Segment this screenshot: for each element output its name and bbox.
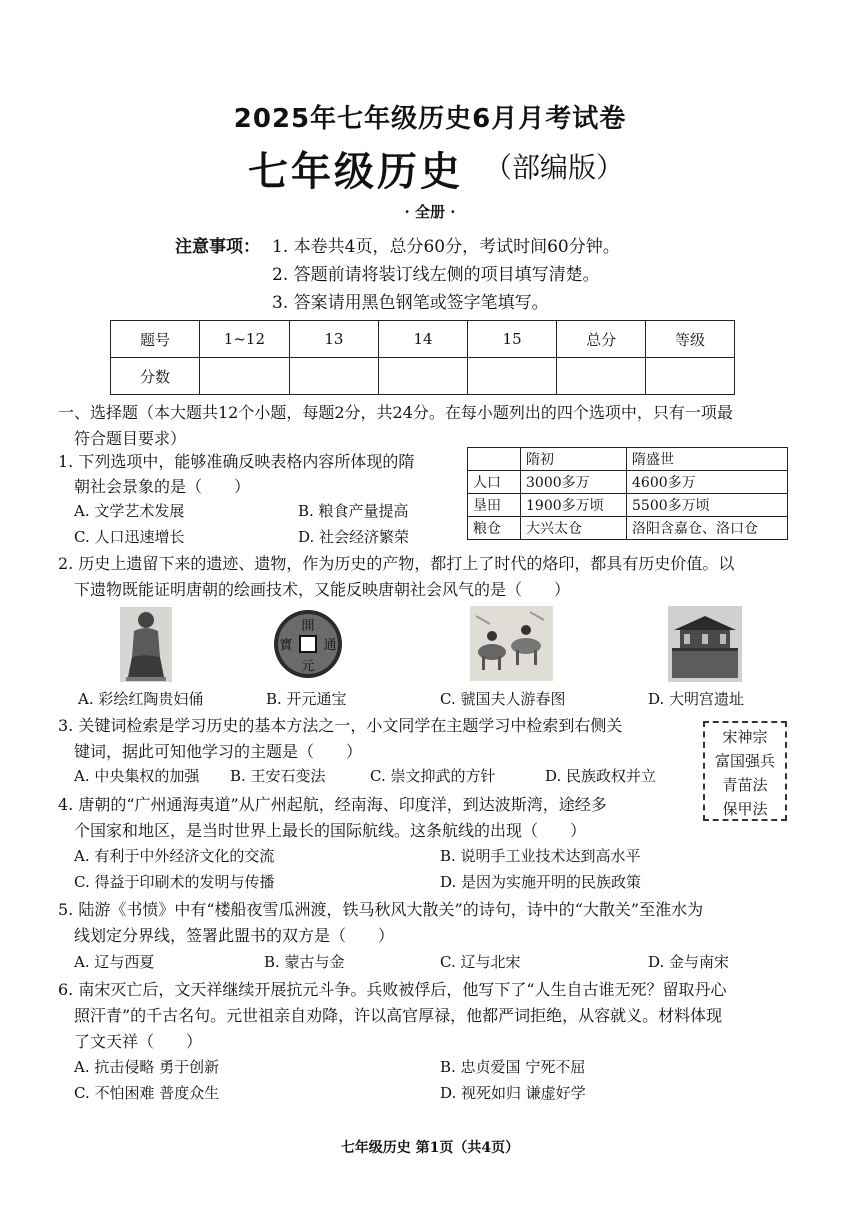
score-blank-cell[interactable] — [199, 358, 289, 395]
keyword-item: 富国强兵 — [714, 752, 775, 770]
q6-stem-line1: 6. 南宋灭亡后，文天祥继续开展抗元斗争。兵败被俘后，他写下了“人生自古谁无死？留取丹心 — [58, 980, 727, 999]
sui-dynasty-table — [467, 447, 788, 540]
score-blank-cell[interactable] — [378, 358, 467, 395]
score-header-cell: 14 — [378, 321, 467, 358]
sui-table-cell: 5500多万顷 — [627, 494, 788, 517]
q2-option-b[interactable]: B. 开元通宝 — [266, 690, 347, 708]
q3-option-c[interactable]: C. 崇文抑武的方针 — [370, 767, 496, 785]
q1-option-d[interactable]: D. 社会经济繁荣 — [298, 528, 410, 546]
q3-option-b[interactable]: B. 王安石变法 — [230, 767, 326, 785]
figurine-image — [120, 607, 172, 682]
q1-stem-line1: 1. 下列选项中，能够准确反映表格内容所体现的隋 — [58, 452, 415, 471]
q4-option-b[interactable]: B. 说明手工业技术达到高水平 — [440, 847, 641, 865]
q1-stem-line2: 朝社会景象的是（ ） — [74, 477, 251, 496]
q1-option-c[interactable]: C. 人口迅速增长 — [74, 528, 185, 546]
q5-option-b[interactable]: B. 蒙古与金 — [264, 953, 345, 971]
exam-title: 2025年七年级历史6月月考试卷 — [233, 104, 627, 134]
sui-table-cell: 洛阳含嘉仓、洛口仓 — [627, 517, 788, 540]
section1-instructions-line1: 一、选择题（本大题共12个小题，每题2分，共24分。在每小题列出的四个选项中，只有一项最 — [58, 403, 733, 422]
sui-table-cell: 垦田 — [468, 494, 521, 517]
palace-image — [668, 606, 742, 682]
q2-stem-line2: 下遗物既能证明唐朝的绘画技术，又能反映唐朝社会风气的是（ ） — [74, 580, 571, 599]
sui-table-header: 隋盛世 — [627, 448, 788, 471]
q6-stem-line3: 了文天祥（ ） — [74, 1032, 203, 1051]
score-row-label: 分数 — [111, 358, 200, 395]
q2-option-a[interactable]: A. 彩绘红陶贵妇俑 — [78, 690, 204, 708]
q4-option-d[interactable]: D. 是因为实施开明的民族政策 — [440, 873, 642, 891]
sui-table-cell: 1900多万顷 — [521, 494, 627, 517]
q4-option-a[interactable]: A. 有利于中外经济文化的交流 — [74, 847, 275, 865]
section1-instructions-line2: 符合题目要求） — [74, 429, 187, 448]
q1-option-a[interactable]: A. 文学艺术发展 — [74, 502, 185, 520]
q6-option-d[interactable]: D. 视死如归 谦虚好学 — [440, 1084, 586, 1102]
sui-table-header — [468, 448, 521, 471]
score-header-cell: 题号 — [111, 321, 200, 358]
score-table — [110, 320, 735, 395]
keyword-box — [703, 721, 787, 821]
q3-option-d[interactable]: D. 民族政权并立 — [545, 767, 657, 785]
q3-stem-line2: 键词，据此可知他学习的主题是（ ） — [74, 742, 363, 761]
sui-table-header: 隋初 — [521, 448, 627, 471]
keyword-item: 宋神宗 — [722, 728, 768, 746]
notice-item-1: 1. 本卷共4页，总分60分，考试时间60分钟。 — [272, 237, 620, 257]
subject-title: 七年级历史 — [248, 149, 463, 195]
painting-image — [470, 606, 553, 681]
sui-table-cell: 3000多万 — [521, 471, 627, 494]
q6-option-b[interactable]: B. 忠贞爱国 宁死不屈 — [440, 1058, 586, 1076]
sui-table-cell: 粮仓 — [468, 517, 521, 540]
score-blank-cell[interactable] — [468, 358, 557, 395]
q2-option-d[interactable]: D. 大明宫遗址 — [648, 690, 745, 708]
sui-table-cell: 大兴太仓 — [521, 517, 627, 540]
q3-option-a[interactable]: A. 中央集权的加强 — [74, 767, 200, 785]
coin-char: 寶 — [279, 638, 293, 653]
q6-stem-line2: 照汗青”的千古名句。元世祖亲自劝降，许以高官厚禄，他都严词拒绝，从容就义。材料体现 — [74, 1006, 723, 1025]
q5-option-c[interactable]: C. 辽与北宋 — [440, 953, 521, 971]
coin-char: 通 — [323, 638, 337, 653]
volume-label: · 全册 · — [404, 203, 456, 221]
score-header-cell: 等级 — [646, 321, 735, 358]
q6-option-c[interactable]: C. 不怕困难 普度众生 — [74, 1084, 220, 1102]
coin-image — [272, 608, 344, 680]
q4-option-c[interactable]: C. 得益于印刷术的发明与传播 — [74, 873, 275, 891]
coin-char: 元 — [301, 659, 315, 674]
q6-option-a[interactable]: A. 抗击侵略 勇于创新 — [74, 1058, 220, 1076]
q4-stem-line1: 4. 唐朝的“广州通海夷道”从广州起航，经南海、印度洋，到达波斯湾，途经多 — [58, 795, 607, 814]
score-blank-cell[interactable] — [289, 358, 378, 395]
score-blank-cell[interactable] — [557, 358, 646, 395]
q5-stem-line2: 线划定分界线，签署此盟书的双方是（ ） — [74, 926, 395, 945]
edition-label: （部编版） — [484, 151, 625, 184]
q3-stem-line1: 3. 关键词检索是学习历史的基本方法之一，小文同学在主题学习中检索到右侧关 — [58, 716, 623, 735]
q4-stem-line2: 个国家和地区，是当时世界上最长的国际航线。这条航线的出现（ ） — [74, 821, 587, 840]
keyword-item: 保甲法 — [722, 800, 768, 818]
score-header-cell: 15 — [468, 321, 557, 358]
coin-char: 開 — [301, 619, 315, 634]
q1-option-b[interactable]: B. 粮食产量提高 — [298, 502, 409, 520]
q2-stem-line1: 2. 历史上遗留下来的遗迹、遗物，作为历史的产物，都打上了时代的烙印，都具有历史价值。以 — [58, 554, 735, 573]
score-blank-cell[interactable] — [646, 358, 735, 395]
keyword-item: 青苗法 — [722, 776, 768, 794]
score-header-cell: 总分 — [557, 321, 646, 358]
score-header-cell: 1~12 — [199, 321, 289, 358]
sui-table-cell: 4600多万 — [627, 471, 788, 494]
q5-stem-line1: 5. 陆游《书愤》中有“楼船夜雪瓜洲渡，铁马秋风大散关”的诗句，诗中的“大散关”至淮水为 — [58, 900, 704, 919]
notice-label: 注意事项： — [175, 237, 260, 257]
notice-item-2: 2. 答题前请将装订线左侧的项目填写清楚。 — [272, 265, 600, 285]
q5-option-d[interactable]: D. 金与南宋 — [648, 953, 730, 971]
notice-item-3: 3. 答案请用黑色钢笔或签字笔填写。 — [272, 293, 549, 313]
sui-table-cell: 人口 — [468, 471, 521, 494]
q2-option-c[interactable]: C. 虢国夫人游春图 — [440, 690, 566, 708]
page-footer: 七年级历史 第1页（共4页） — [340, 1140, 520, 1156]
q5-option-a[interactable]: A. 辽与西夏 — [74, 953, 155, 971]
score-header-cell: 13 — [289, 321, 378, 358]
